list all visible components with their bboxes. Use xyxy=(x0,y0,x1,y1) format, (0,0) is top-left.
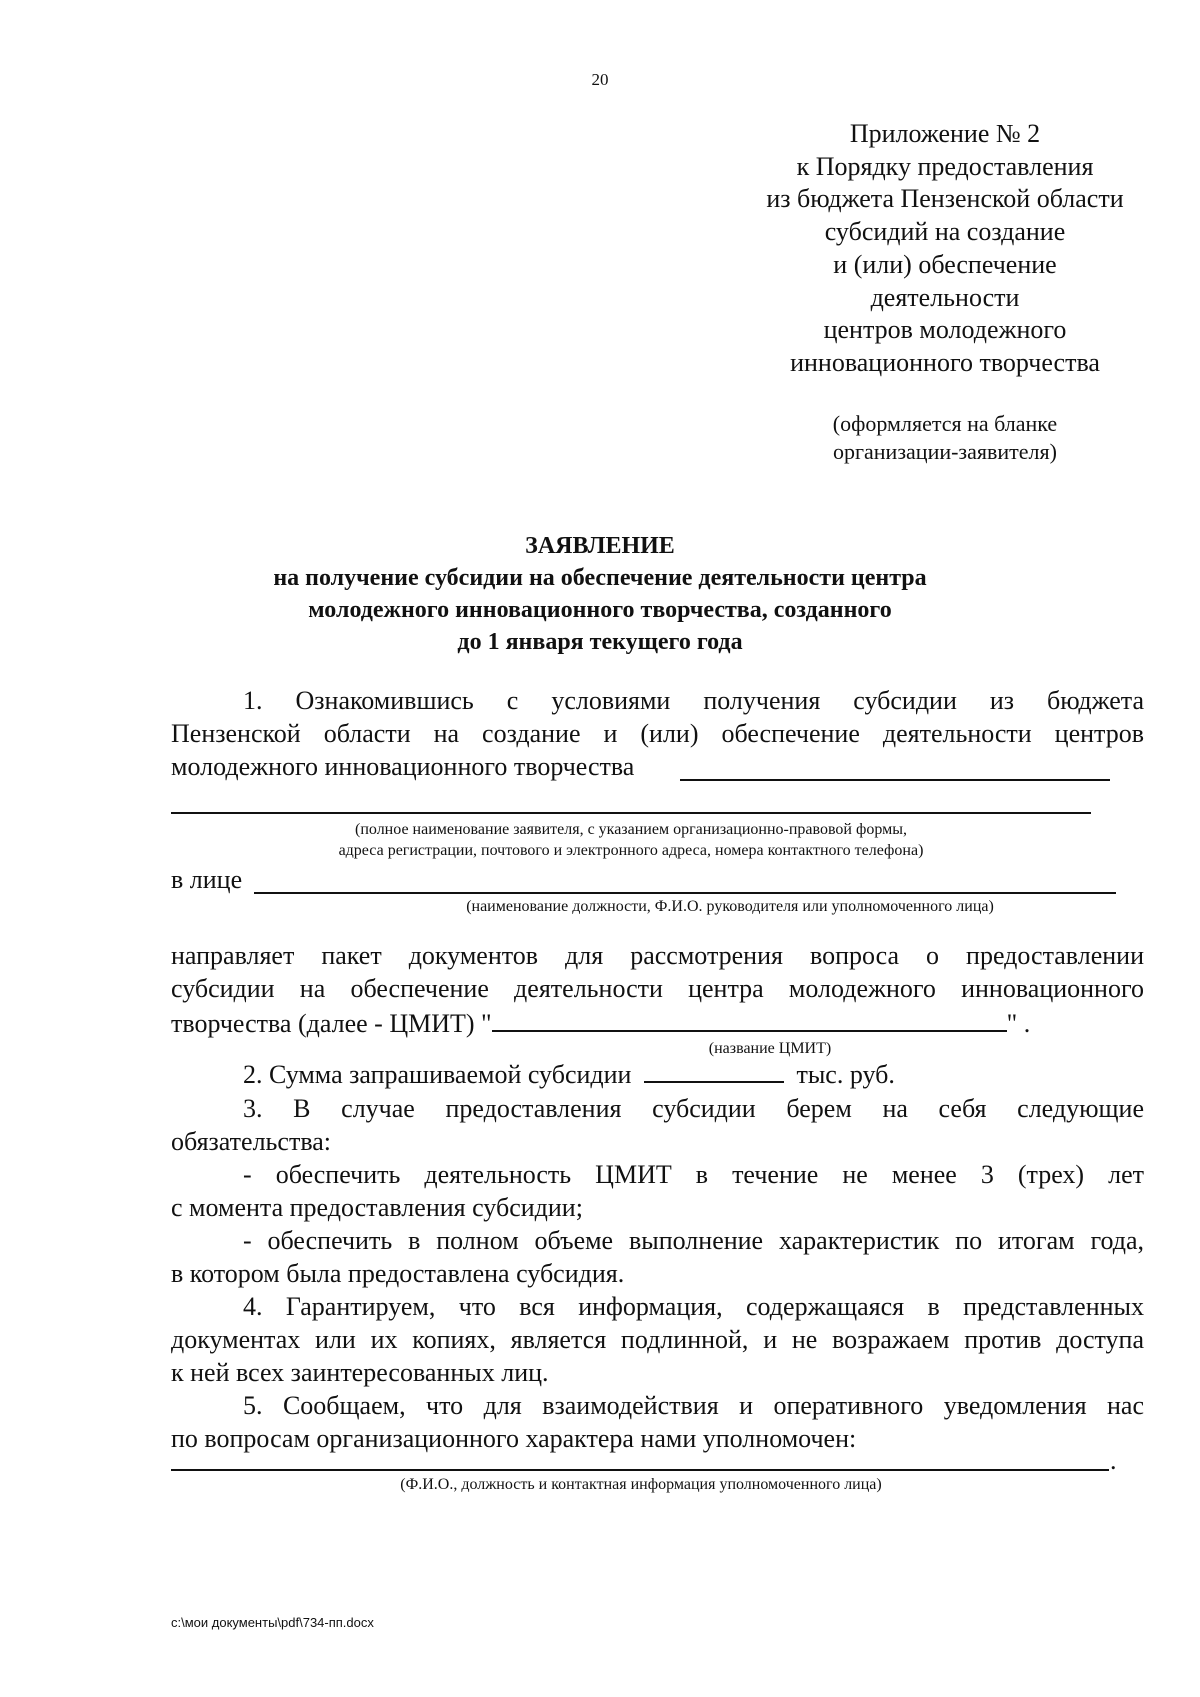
obligation-1-line-2: с момента предоставления субсидии; xyxy=(171,1193,583,1222)
footer-file-path: c:\мои документы\pdf\734-пп.docx xyxy=(171,1615,374,1630)
caption-representative: (наименование должности, Ф.И.О. руководителя или уполномоченного лица) xyxy=(466,898,994,915)
item-3-line-1: 3. В случае предоставления субсидии берем на себя следующие xyxy=(243,1094,1144,1123)
appendix-line: и (или) обеспечение xyxy=(833,249,1057,279)
paragraph-1-line-2: Пензенской области на создание и (или) обеспечение деятельности центров xyxy=(171,719,1144,748)
representative-field-line[interactable] xyxy=(254,892,1116,894)
appendix-line: из бюджета Пензенской области xyxy=(766,184,1124,214)
subsidy-amount-field[interactable] xyxy=(644,1059,784,1083)
title-line: молодежного инновационного творчества, созданного xyxy=(308,597,892,623)
document-title xyxy=(150,530,1050,658)
sends-line-3-end: " . xyxy=(1006,1009,1031,1038)
item-3-line-2: обязательства: xyxy=(171,1127,332,1156)
applicant-name-field-line[interactable] xyxy=(680,779,1110,781)
sends-line-2: субсидии на обеспечение деятельности центра молодежного инновационного xyxy=(171,974,1144,1003)
item-2-text: 2. Сумма запрашиваемой субсидии xyxy=(243,1060,632,1089)
caption-cmit: (название ЦМИТ) xyxy=(708,1040,832,1057)
obligation-1-line-1: - обеспечить деятельность ЦМИТ в течение не менее 3 (трех) лет xyxy=(243,1160,1144,1189)
item-5-line-1: 5. Сообщаем, что для взаимодействия и оперативного уведомления нас xyxy=(243,1391,1144,1420)
letterhead-note xyxy=(790,410,1100,466)
authorized-person-field-line[interactable] xyxy=(171,1469,1109,1471)
letterhead-note-line: (оформляется на бланке xyxy=(832,411,1058,436)
page-number: 20 xyxy=(591,70,609,89)
item-2-unit: тыс. руб. xyxy=(796,1060,895,1089)
cmit-name-field[interactable] xyxy=(492,1006,1007,1032)
obligation-2-line-1: - обеспечить в полном объеме выполнение характеристик по итогам года, xyxy=(243,1226,1144,1255)
sends-line-1: направляет пакет документов для рассмотрения вопроса о предоставлении xyxy=(171,941,1144,970)
letterhead-note-line: организации-заявителя) xyxy=(833,439,1057,464)
title-line: на получение субсидии на обеспечение деятельности центра xyxy=(273,565,927,591)
item-5-period: . xyxy=(1110,1446,1117,1475)
sends-line-3 xyxy=(171,1006,1144,1041)
item-5-line-2: по вопросам организационного характера нами уполномочен: xyxy=(171,1424,857,1453)
sends-line-3-start: творчества (далее - ЦМИТ) " xyxy=(171,1009,492,1038)
appendix-line: инновационного творчества xyxy=(790,347,1100,377)
item-4-line-3: к ней всех заинтересованных лиц. xyxy=(171,1358,549,1387)
appendix-line: центров молодежного xyxy=(823,315,1067,345)
paragraph-1-line-3: молодежного инновационного творчества xyxy=(171,752,635,781)
caption-authorized: (Ф.И.О., должность и контактная информация уполномоченного лица) xyxy=(400,1476,882,1493)
in-person-label: в лице xyxy=(171,865,243,894)
appendix-line: Приложение № 2 xyxy=(849,119,1041,148)
paragraph-1-line-1: 1. Ознакомившись с условиями получения субсидии из бюджета xyxy=(243,686,1144,715)
item-4-line-1: 4. Гарантируем, что вся информация, содержащаяся в представленных xyxy=(243,1292,1144,1321)
appendix-header xyxy=(720,118,1170,380)
appendix-line: субсидий на создание xyxy=(824,217,1066,247)
applicant-details-field-line[interactable] xyxy=(171,812,1091,814)
item-4-line-2: документах или их копиях, является подлинной, и не возражаем против доступа xyxy=(171,1325,1144,1354)
obligation-2-line-2: в котором была предоставлена субсидия. xyxy=(171,1259,625,1288)
title-line: до 1 января текущего года xyxy=(457,629,743,655)
appendix-line: к Порядку предоставления xyxy=(796,151,1094,181)
item-2 xyxy=(171,1059,1144,1092)
caption-applicant-line-1: (полное наименование заявителя, с указанием организационно-правовой формы, xyxy=(355,821,907,838)
caption-applicant-line-2: адреса регистрации, почтового и электронного адреса, номера контактного телефона) xyxy=(338,842,924,859)
appendix-line: деятельности xyxy=(870,282,1020,312)
title-heading: ЗАЯВЛЕНИЕ xyxy=(525,533,675,559)
